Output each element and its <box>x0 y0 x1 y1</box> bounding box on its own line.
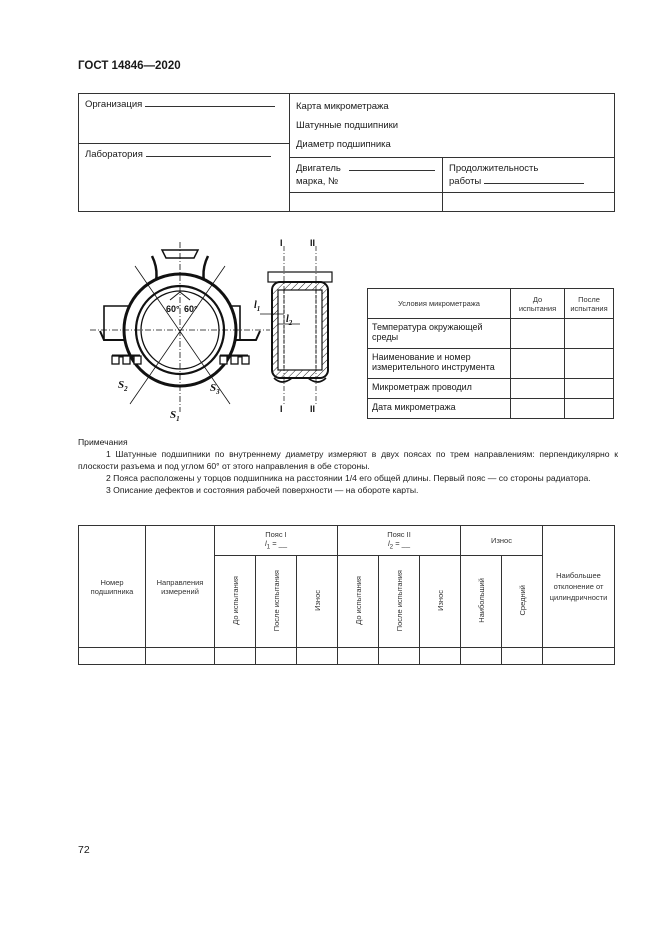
duration-value[interactable] <box>443 193 615 212</box>
wear-max-label: Наибольший <box>476 578 486 623</box>
wear-avg-label: Средний <box>517 585 527 616</box>
data-cell[interactable] <box>543 648 615 665</box>
wear-header: Износ <box>461 526 543 556</box>
zone-2-header <box>338 526 461 556</box>
wear-avg <box>502 556 543 648</box>
z1-after-label: После испытания <box>271 569 281 632</box>
cond-cell[interactable] <box>565 349 614 379</box>
zone-1-header <box>215 526 338 556</box>
diameter-label: Диаметр подшипника <box>296 139 391 150</box>
engine-model-label: марка, № <box>296 176 339 187</box>
zone-2-length <box>338 539 460 551</box>
zone-2-top: II <box>310 238 316 248</box>
zone-1-title: Пояс I <box>265 530 287 540</box>
data-cell[interactable] <box>215 648 256 665</box>
z2-wear-label: Износ <box>435 590 445 611</box>
measurement-table <box>78 525 615 665</box>
s1-label: S <box>170 409 177 421</box>
z2-before <box>338 556 379 648</box>
data-cell[interactable] <box>146 648 215 665</box>
data-cell[interactable] <box>256 648 297 665</box>
col-bearing-number: Номер подшипника <box>79 526 146 648</box>
data-cell[interactable] <box>297 648 338 665</box>
svg-text:l1 <box>254 300 260 313</box>
zone-1-length-index: 1 <box>266 543 271 551</box>
conditions-table <box>367 288 614 419</box>
svg-text:S3 <box>210 382 220 396</box>
note-3: 3 Описание дефектов и состояния рабочей поверхности — на обороте карты. <box>106 485 419 495</box>
cond-cell[interactable] <box>511 349 565 379</box>
connecting-rod-front-view <box>90 242 270 412</box>
s1-sub: 1 <box>176 415 180 423</box>
col-max-deviation: Наибольшее отклонение от цилиндричности <box>543 526 615 648</box>
cond-cell[interactable] <box>565 319 614 349</box>
zone-2-bottom: II <box>310 404 316 414</box>
duration-label: Продолжительность <box>449 163 539 174</box>
z2-after <box>379 556 420 648</box>
zone-1-bottom: I <box>280 404 283 414</box>
l1-label: l <box>254 300 257 311</box>
z2-wear <box>420 556 461 648</box>
z1-before-label: До испытания <box>230 576 240 625</box>
data-cell[interactable] <box>79 648 146 665</box>
table-row <box>79 648 615 665</box>
cond-cell[interactable] <box>565 399 614 419</box>
zone-1-top: I <box>280 238 283 248</box>
engine-value[interactable] <box>290 193 443 212</box>
zone-2-title: Пояс II <box>387 530 411 540</box>
note-2: 2 Пояса расположены у торцов подшипника на расстоянии 1/4 его общей длины. Первый пояс — со стороны радиатора. <box>106 473 591 483</box>
cond-row-temperature: Температура окружающей среды <box>368 319 511 349</box>
cond-cell[interactable] <box>511 399 565 419</box>
notes-title: Примечания <box>78 437 128 447</box>
zone-1-length-symbol: l <box>264 539 267 549</box>
engine-field[interactable] <box>349 170 435 171</box>
bearing-drawing <box>90 236 365 426</box>
cond-row-operator: Микрометраж проводил <box>368 379 511 399</box>
standard-number: ГОСТ 14846—2020 <box>78 60 181 72</box>
l2-label: l <box>286 314 289 325</box>
engine-label: Двигатель <box>296 163 341 174</box>
s2-sub: 2 <box>124 385 128 393</box>
notes <box>78 436 618 496</box>
lab-label: Лаборатория <box>85 149 143 160</box>
bearing-type: Шатунные подшипники <box>296 120 399 131</box>
engine-cell <box>290 158 443 193</box>
duration-label-2: работы <box>449 176 482 187</box>
zone-1-length-value: = __ <box>270 539 288 549</box>
cond-row-instrument: Наименование и номер измерительного инструмента <box>368 349 511 379</box>
l1-sub: 1 <box>256 305 261 313</box>
duration-cell <box>443 158 615 193</box>
svg-text:S2 <box>118 379 128 393</box>
cond-header-after: После испытания <box>565 289 614 319</box>
data-cell[interactable] <box>502 648 543 665</box>
page-number: 72 <box>78 844 90 856</box>
duration-field[interactable] <box>484 183 584 184</box>
data-cell[interactable] <box>379 648 420 665</box>
data-cell[interactable] <box>461 648 502 665</box>
bearing-section-view <box>260 246 332 404</box>
org-label: Организация <box>85 99 143 110</box>
s2-label: S <box>118 379 125 391</box>
header-form <box>78 93 615 212</box>
angle-right-label: 60° <box>184 304 198 314</box>
zone-1-length <box>215 539 337 551</box>
z1-wear-label: Износ <box>312 590 322 611</box>
z2-before-label: До испытания <box>353 576 363 625</box>
zone-2-length-symbol: l <box>387 539 390 549</box>
l2-sub: 2 <box>288 319 293 327</box>
org-field[interactable] <box>145 106 275 107</box>
lab-field[interactable] <box>146 156 271 157</box>
org-lab-cell <box>79 94 290 212</box>
z2-after-label: После испытания <box>394 569 404 632</box>
cond-cell[interactable] <box>565 379 614 399</box>
z1-before <box>215 556 256 648</box>
cond-cell[interactable] <box>511 379 565 399</box>
z1-after <box>256 556 297 648</box>
svg-text:S1 <box>170 409 180 423</box>
cond-header-before: До испытания <box>511 289 565 319</box>
zone-2-length-value: = __ <box>393 539 411 549</box>
s3-label: S <box>210 382 217 394</box>
card-info-cell <box>290 94 615 158</box>
angle-left-label: 60° <box>166 304 180 314</box>
note-1: 1 Шатунные подшипники по внутреннему диаметру измеряют в двух поясах по трем направлениям: перпендикулярно к плоскости разъема и под углом 60° от этого направления в обе стороны. <box>78 449 618 471</box>
cond-cell[interactable] <box>511 319 565 349</box>
card-title: Карта микрометража <box>296 101 389 112</box>
wear-max <box>461 556 502 648</box>
data-cell[interactable] <box>420 648 461 665</box>
s3-sub: 3 <box>216 388 220 396</box>
col-directions: Направления измерений <box>146 526 215 648</box>
data-cell[interactable] <box>338 648 379 665</box>
cond-row-date: Дата микрометража <box>368 399 511 419</box>
z1-wear <box>297 556 338 648</box>
zone-2-length-index: 2 <box>389 543 394 551</box>
cond-header-conditions: Условия микрометража <box>368 289 511 319</box>
